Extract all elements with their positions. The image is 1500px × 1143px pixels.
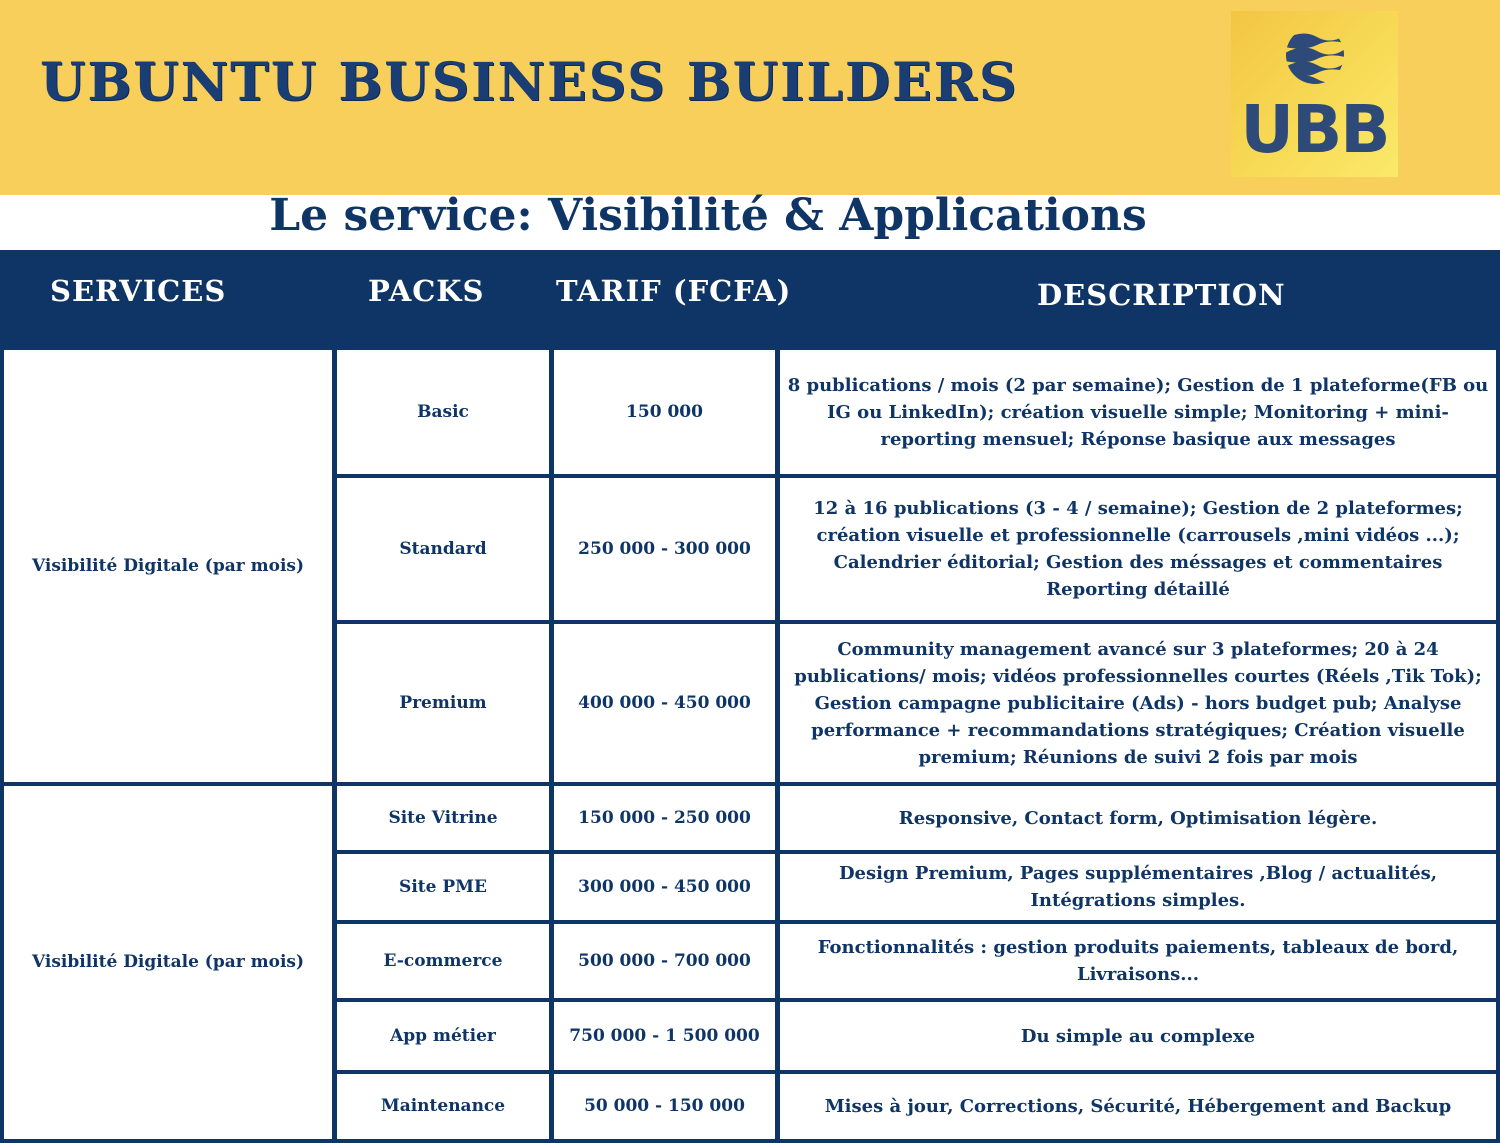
service-cell: Visibilité Digitale (par mois) <box>4 786 332 1139</box>
description-cell: Du simple au complexe <box>780 1002 1496 1070</box>
pack-cell: E-commerce <box>337 924 549 998</box>
tarif-cell: 500 000 - 700 000 <box>554 924 775 998</box>
description-cell: Fonctionnalités : gestion produits paiements, tableaux de bord, Livraisons... <box>780 924 1496 998</box>
tarif-cell: 150 000 <box>554 350 775 474</box>
ubb-logo <box>1231 11 1398 177</box>
pack-cell: Site Vitrine <box>337 786 549 850</box>
pack-cell: Standard <box>337 478 549 620</box>
pack-cell: App métier <box>337 1002 549 1070</box>
pack-cell: Basic <box>337 350 549 474</box>
column-header-packs: PACKS <box>368 274 485 308</box>
header-banner <box>0 0 1500 195</box>
pack-cell: Site PME <box>337 854 549 920</box>
description-cell: Responsive, Contact form, Optimisation légère. <box>780 786 1496 850</box>
tarif-cell: 400 000 - 450 000 <box>554 624 775 782</box>
tarif-cell: 300 000 - 450 000 <box>554 854 775 920</box>
brand-name: UBUNTU BUSINESS BUILDERS <box>40 52 1019 113</box>
pricing-table <box>0 347 1500 1143</box>
table-header <box>0 250 1500 347</box>
globe-icon <box>1283 25 1347 85</box>
tarif-cell: 150 000 - 250 000 <box>554 786 775 850</box>
tarif-cell: 250 000 - 300 000 <box>554 478 775 620</box>
description-cell: Community management avancé sur 3 plateformes; 20 à 24 publications/ mois; vidéos professionnelles courtes (Réels ,Tik Tok); Gestion campagne publicitaire (Ads) - hors budget pub; Analyse performance + recommandations stratégiques; Création visuelle premium; Réunions de suivi 2 fois par mois <box>780 624 1496 782</box>
logo-text: UBB <box>1240 91 1389 168</box>
description-cell: Mises à jour, Corrections, Sécurité, Hébergement and Backup <box>780 1074 1496 1139</box>
tarif-cell: 50 000 - 150 000 <box>554 1074 775 1139</box>
description-cell: Design Premium, Pages supplémentaires ,Blog / actualités, Intégrations simples. <box>780 854 1496 920</box>
description-cell: 8 publications / mois (2 par semaine); Gestion de 1 plateforme(FB ou IG ou LinkedIn); création visuelle simple; Monitoring + mini-reporting mensuel; Réponse basique aux messages <box>780 350 1496 474</box>
tarif-cell: 750 000 - 1 500 000 <box>554 1002 775 1070</box>
description-cell: 12 à 16 publications (3 - 4 / semaine); Gestion de 2 plateformes; création visuelle et professionnelle (carrousels ,mini vidéos ...); Calendrier éditorial; Gestion des méssages et commentaires Reporting détaillé <box>780 478 1496 620</box>
column-header-services: SERVICES <box>50 274 227 308</box>
pack-cell: Maintenance <box>337 1074 549 1139</box>
page-subtitle: Le service: Visibilité & Applications <box>269 190 1147 241</box>
column-header-description: DESCRIPTION <box>1037 278 1286 312</box>
column-header-tarif: TARIF (FCFA) <box>556 274 792 308</box>
service-cell: Visibilité Digitale (par mois) <box>4 350 332 782</box>
pack-cell: Premium <box>337 624 549 782</box>
